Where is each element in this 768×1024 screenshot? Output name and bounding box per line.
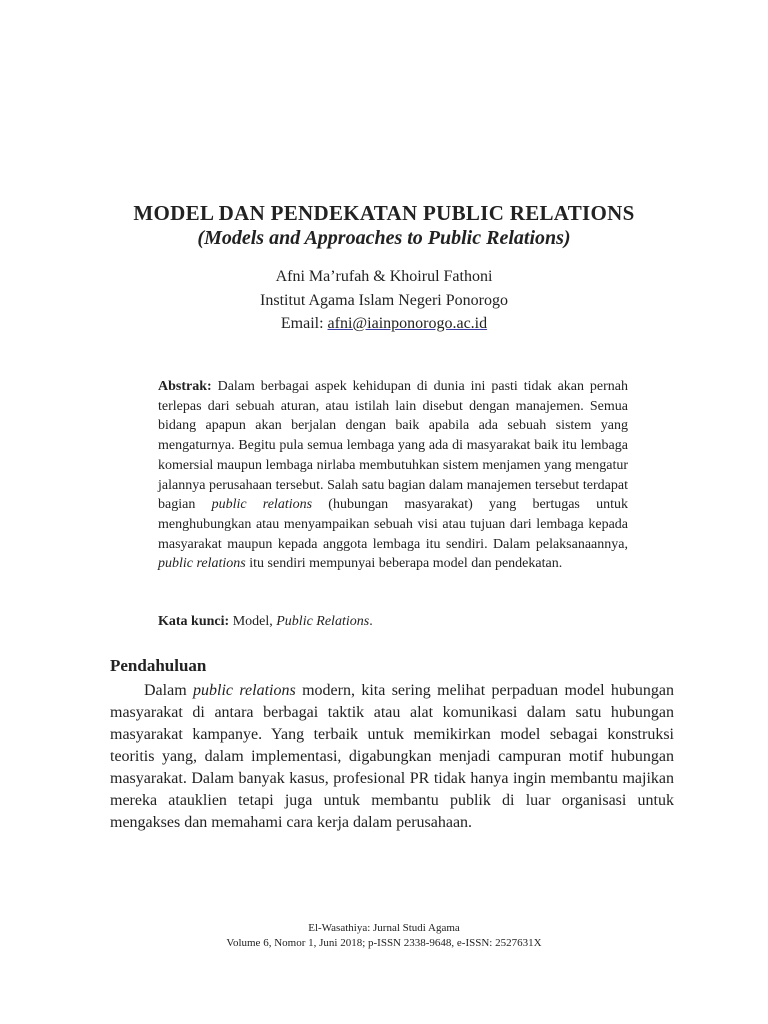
email-link[interactable]: afni@iainponorogo.ac.id — [327, 315, 488, 332]
footer-journal-name: El-Wasathiya: Jurnal Studi Agama — [308, 922, 460, 934]
footer-volume-info: Volume 6, Nomor 1, Juni 2018; p-ISSN 2338-9648, e-ISSN: 2527631X — [226, 937, 542, 949]
paragraph-text: modern, kita sering melihat perpaduan model hubungan masyarakat di antara berbagai taktik atau alat komunikasi dalam satu hubungan masyarakat kampanye. Yang terbaik untuk memikirkan model sebagai konstruksi teoritis yang, dalam implementasi, digabungkan menjadi campuran motif hubungan masyarakat. Dalam banyak kasus, profesional PR tidak hanya ingin membantu majikan mereka atauklien tetapi juga untuk membantu publik di luar organisasi untuk mengakses dan memahami cara kerja dalam perusahaan. — [110, 682, 674, 831]
abstract-text: Dalam berbagai aspek kehidupan di dunia ini pasti tidak akan pernah terlepas dari sebuah aturan, atau istilah lain disebut dengan manajemen. Semua bidang apapun akan berjalan dengan baik apabila ada sebuah sistem yang mengaturnya. Begitu pula semua lembaga yang ada di masyarakat baik itu lembaga komersial maupun lembaga nirlaba membutuhkan sistem menjamen yang mengatur jalannya perusahaan tersebut. Salah satu bagian dalam manajemen tersebut terdapat bagian — [158, 379, 628, 513]
keyword: Model, — [232, 614, 273, 629]
keywords-line — [158, 612, 628, 632]
paper-subtitle: (Models and Approaches to Public Relations) — [197, 227, 571, 249]
abstract-block — [158, 377, 628, 574]
author-affiliation: Institut Agama Islam Negeri Ponorogo — [260, 292, 508, 309]
abstract-italic-term: public relations — [158, 556, 246, 572]
keywords-end: . — [369, 614, 373, 629]
abstract-text: itu sendiri mempunyai beberapa model dan pendekatan. — [249, 556, 563, 572]
abstract-label: Abstrak: — [158, 379, 212, 394]
abstract-italic-term: public relations — [211, 497, 313, 513]
abstract-text: (hubungan masyarakat) yang bertugas untuk menghubungkan atau menyampaikan sebuah visi atau tujuan dari lembaga kepada masyarakat maupun kepada anggota lembaga itu sendiri. Dalam pelaksanaannya, — [158, 497, 628, 552]
paragraph-italic-term: public relations — [193, 682, 296, 699]
keywords-label: Kata kunci: — [158, 614, 230, 629]
author-email-line — [0, 313, 768, 335]
paragraph-text: Dalam — [144, 682, 187, 699]
email-label: Email: — [280, 315, 324, 332]
paper-title: MODEL DAN PENDEKATAN PUBLIC RELATIONS — [133, 201, 635, 225]
author-list: Afni Ma’rufah & Khoirul Fathoni — [275, 268, 493, 285]
section-heading: Pendahuluan — [110, 656, 207, 675]
body-paragraph — [110, 680, 674, 834]
keyword: Public Relations — [276, 614, 370, 629]
